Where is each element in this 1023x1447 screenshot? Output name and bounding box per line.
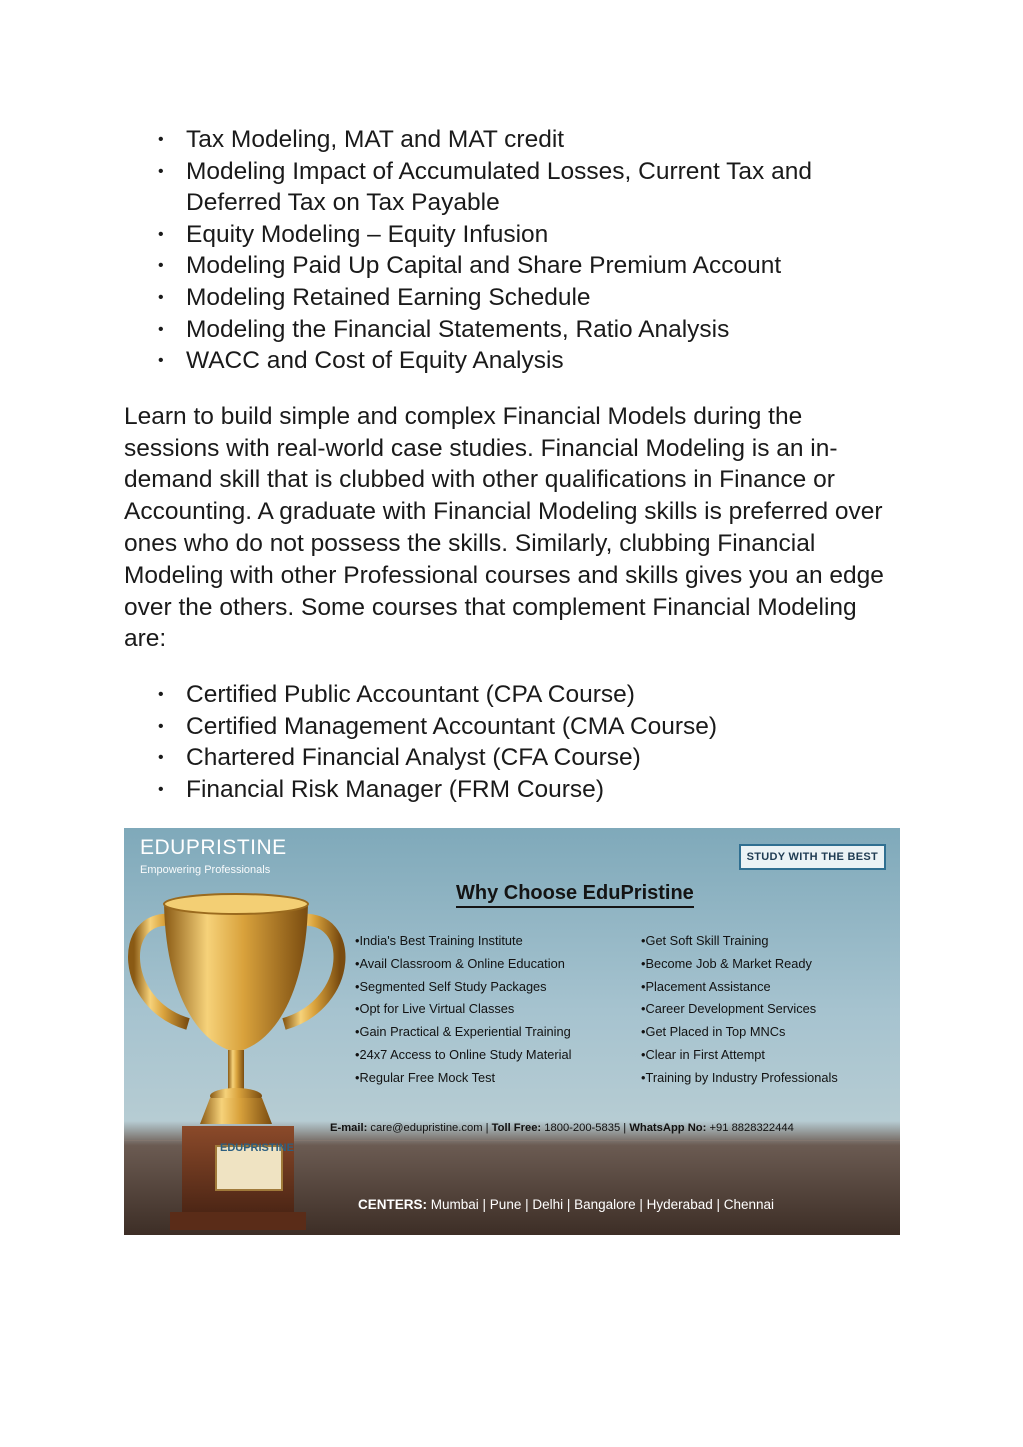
benefit-item: • Career Development Services: [641, 998, 838, 1021]
trophy-plaque-text: EDUPRISTINE: [220, 1142, 294, 1154]
study-with-best-badge: STUDY WITH THE BEST: [739, 844, 886, 870]
list-item: • Modeling the Financial Statements, Ratio Analysis: [124, 314, 904, 346]
separator: |: [485, 1122, 492, 1134]
tollfree-label: Toll Free:: [491, 1122, 542, 1134]
whatsapp-label: WhatsApp No:: [629, 1122, 707, 1134]
benefit-item: • Opt for Live Virtual Classes: [355, 998, 571, 1021]
centers-list: Mumbai | Pune | Delhi | Bangalore | Hyderabad | Chennai: [430, 1197, 775, 1212]
list-item: • Tax Modeling, MAT and MAT credit: [124, 124, 904, 156]
trophy-icon: [124, 884, 354, 1235]
benefit-item: • Get Soft Skill Training: [641, 930, 838, 953]
course-item-cma: • Certified Management Accountant (CMA Course): [124, 711, 904, 743]
list-item: • Modeling Impact of Accumulated Losses, Current Tax and Deferred Tax on Tax Payable: [124, 156, 904, 219]
intro-paragraph: Learn to build simple and complex Financial Models during the sessions with real-world case studies. Financial Modeling is an in-demand skill that is clubbed with other qualifications in Finance or Accounting. A graduate with Financial Modeling skills is preferred over ones who do not possess the skills. Similarly, clubbing Financial Modeling with other Professional courses and skills gives you an edge over the others. Some courses that complement Financial Modeling are:: [124, 402, 884, 653]
contact-line: [330, 1122, 794, 1134]
benefit-item: • Placement Assistance: [641, 976, 838, 999]
benefit-item: • India's Best Training Institute: [355, 930, 571, 953]
benefit-item: • Become Job & Market Ready: [641, 953, 838, 976]
brand-name: EDUPRISTINE: [140, 836, 287, 859]
banner-title: Why Choose EduPristine: [456, 882, 694, 908]
whatsapp-number: +91 8828322444: [709, 1122, 794, 1134]
benefits-left-column: [355, 930, 571, 1090]
brand-logo: [140, 836, 287, 876]
document-body: [124, 124, 904, 806]
tollfree-number: 1800-200-5835: [544, 1122, 621, 1134]
tax-modeling-topic-list: [124, 124, 904, 377]
course-list: [124, 679, 904, 805]
benefit-item: • 24x7 Access to Online Study Material: [355, 1044, 571, 1067]
list-item: • WACC and Cost of Equity Analysis: [124, 345, 904, 377]
list-item: • Equity Modeling – Equity Infusion: [124, 219, 904, 251]
course-item-frm: • Financial Risk Manager (FRM Course): [124, 774, 904, 806]
benefit-item: • Avail Classroom & Online Education: [355, 953, 571, 976]
course-item-cpa: • Certified Public Accountant (CPA Course): [124, 679, 904, 711]
list-item: • Modeling Retained Earning Schedule: [124, 282, 904, 314]
benefit-item: • Training by Industry Professionals: [641, 1067, 838, 1090]
list-item: • Modeling Paid Up Capital and Share Premium Account: [124, 250, 904, 282]
benefit-item: • Gain Practical & Experiential Training: [355, 1021, 571, 1044]
benefit-item: • Regular Free Mock Test: [355, 1067, 571, 1090]
benefits-right-column: [641, 930, 838, 1090]
brand-tagline: Empowering Professionals: [140, 864, 271, 876]
benefit-item: • Clear in First Attempt: [641, 1044, 838, 1067]
edupristine-promo-banner: [124, 828, 900, 1235]
email-label: E-mail:: [330, 1122, 368, 1134]
course-item-cfa: • Chartered Financial Analyst (CFA Course): [124, 742, 904, 774]
benefit-item: • Get Placed in Top MNCs: [641, 1021, 838, 1044]
benefit-item: • Segmented Self Study Packages: [355, 976, 571, 999]
email-address: care@edupristine.com: [370, 1122, 483, 1134]
separator: |: [623, 1122, 630, 1134]
centers-line: [358, 1197, 774, 1212]
centers-label: CENTERS:: [358, 1197, 428, 1212]
